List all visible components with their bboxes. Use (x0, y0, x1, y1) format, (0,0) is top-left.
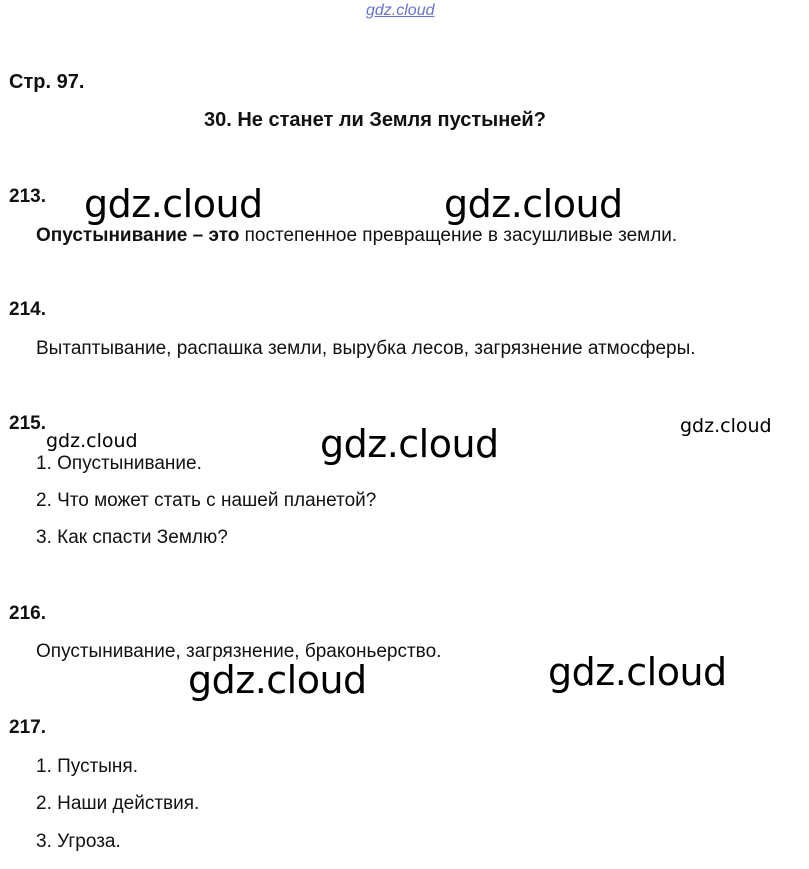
list-item: 1. Пустыня. (36, 756, 138, 777)
watermark: gdz.cloud (680, 415, 772, 437)
task-number-214: 214. (9, 299, 46, 320)
term-desertification: Опустынивание (36, 225, 188, 246)
term-definition: постепенное превращение в засушливые земли. (239, 225, 678, 246)
site-watermark-link[interactable]: gdz.cloud (366, 2, 435, 19)
lesson-title: 30. Не станет ли Земля пустыней? (204, 109, 546, 131)
task-number-215: 215. (9, 413, 46, 434)
task-number-217: 217. (9, 717, 46, 738)
list-item: 1. Опустынивание. (36, 453, 202, 474)
watermark: gdz.cloud (548, 650, 727, 694)
list-item: 2. Наши действия. (36, 793, 200, 814)
task-number-216: 216. (9, 603, 46, 624)
watermark: gdz.cloud (84, 182, 263, 226)
list-item: 2. Что может стать с нашей планетой? (36, 490, 377, 511)
task-number-213: 213. (9, 186, 46, 207)
watermark: gdz.cloud (188, 658, 367, 702)
watermark: gdz.cloud (46, 430, 138, 452)
watermark: gdz.cloud (444, 182, 623, 226)
term-connector: – это (187, 225, 240, 246)
watermark: gdz.cloud (320, 422, 499, 466)
list-item: 3. Как спасти Землю? (36, 527, 228, 548)
page-label: Стр. 97. (9, 71, 85, 93)
task-216-answer: Опустынивание, загрязнение, браконьерство. (36, 641, 442, 662)
list-item: 3. Угроза. (36, 831, 121, 852)
task-214-answer: Вытаптывание, распашка земли, вырубка лесов, загрязнение атмосферы. (36, 338, 696, 359)
task-213-answer (36, 225, 677, 247)
